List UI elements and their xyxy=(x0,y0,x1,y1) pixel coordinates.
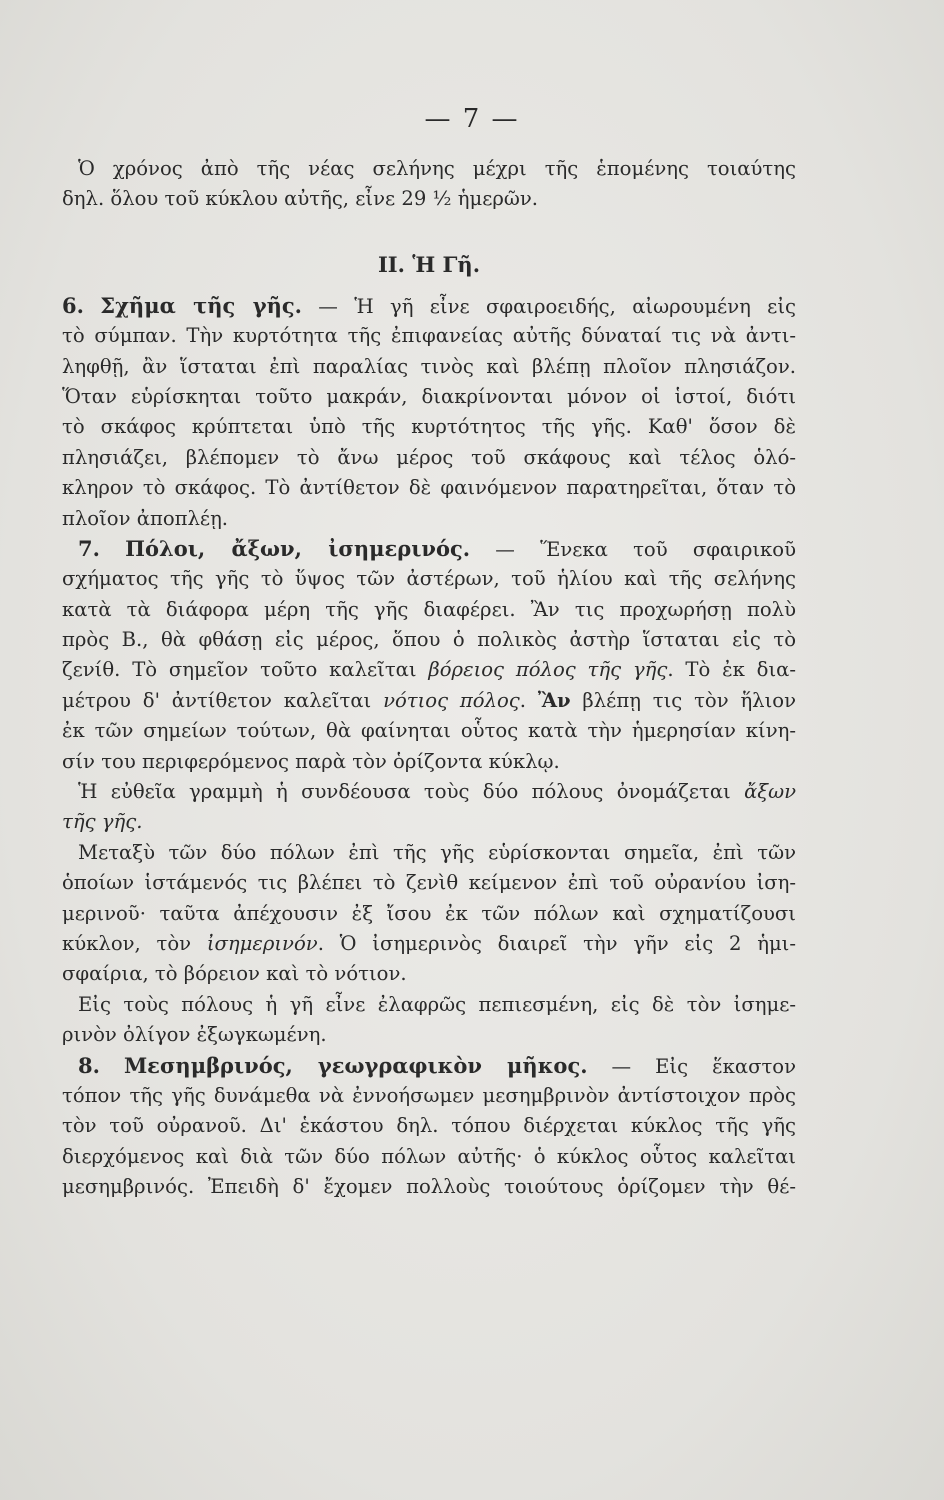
text-fragment: . Τὸ ἐκ δια- xyxy=(667,658,796,682)
text-fragment: Ἡ εὐθεῖα γραμμὴ ἡ συνδέουσα τοὺς δύο πόλους ὀνομάζεται xyxy=(78,780,745,804)
term-equator: ἰσημερινόν xyxy=(206,931,318,955)
section-title: Μεσημβρινός, γεωγραφικὸν μῆκος. xyxy=(123,1052,588,1078)
page-body xyxy=(62,154,796,1203)
text-fragment: ζενίθ. Τὸ σημεῖον τοῦτο καλεῖται xyxy=(62,658,429,682)
text-line: Ὁ χρόνος ἀπὸ τῆς νέας σελήνης μέχρι τῆς ἑπομένης τοιαύτης xyxy=(78,157,796,180)
term-north-pole: βόρειος πόλος τῆς γῆς xyxy=(428,658,668,682)
page-number: — 7 — xyxy=(424,104,520,134)
section-title: Σχῆμα τῆς γῆς. xyxy=(100,292,302,318)
text-line: Μεταξὺ τῶν δύο πόλων ἐπὶ τῆς γῆς εὑρίσκονται σημεῖα, ἐπὶ τῶν xyxy=(78,840,796,864)
text-line: πρὸς Β., θὰ φθάσῃ εἰς μέρος, ὅπου ὁ πολικὸς ἀστὴρ ἵσταται εἰς τὸ xyxy=(62,628,796,652)
section-6-first-line xyxy=(62,291,796,321)
text-line: ὁποίων ἱστάμενός τις βλέπει τὸ ζενὶθ κείμενον ἐπὶ τοῦ οὐρανίου ἰση- xyxy=(62,871,796,895)
term-south-pole: νότιος πόλος xyxy=(383,688,520,712)
text-fragment: — Ἕνεκα τοῦ σφαιρικοῦ xyxy=(495,537,796,561)
text-line: κατὰ τὰ διάφορα μέρη τῆς γῆς διαφέρει. Ἂν τις προχωρήσῃ πολὺ xyxy=(62,597,796,621)
text-line: πλησιάζει, βλέπομεν τὸ ἄνω μέρος τοῦ σκάφους καὶ τέλος ὁλό- xyxy=(62,445,796,469)
text-fragment: . xyxy=(519,688,538,712)
text-line: κληρον τὸ σκάφος. Τὸ ἀντίθετον δὲ φαινόμενον παρατηρεῖται, ὅταν τὸ xyxy=(62,476,796,500)
text-fragment: — Εἰς ἕκαστον xyxy=(611,1054,796,1078)
section-8-first-line xyxy=(62,1051,796,1081)
text-line: μεσημβρινός. Ἐπειδὴ δ' ἔχομεν πολλοὺς τοιούτους ὁρίζομεν τὴν θέ- xyxy=(62,1175,796,1199)
text-line: ρινὸν ὀλίγον ἐξωγκωμένη. xyxy=(62,1023,327,1047)
text-fragment: μέτρου δ' ἀντίθετον καλεῖται xyxy=(62,688,384,712)
text-line xyxy=(62,777,796,807)
text-line: σφαίρια, τὸ βόρειον καὶ τὸ νότιον. xyxy=(62,962,407,986)
text-line: Ὅταν εὑρίσκηται τοῦτο μακράν, διακρίνονται μόνον οἱ ἱστοί, διότι xyxy=(62,384,796,408)
section-7-first-line xyxy=(62,534,796,564)
text-fragment: — Ἡ γῆ εἶνε σφαιροειδής, αἰωρουμένη εἰς xyxy=(318,294,796,318)
text-line xyxy=(62,686,796,716)
chapter-heading: II. Ἡ Γῆ. xyxy=(377,251,481,277)
term-axis: ἄξων xyxy=(744,780,796,804)
text-line: μερινοῦ· ταῦτα ἀπέχουσιν ἐξ ἴσου ἐκ τῶν πόλων καὶ σχηματίζουσι xyxy=(62,901,796,925)
text-line: δηλ. ὅλου τοῦ κύκλου αὐτῆς, εἶνε 29 ½ ἡμερῶν. xyxy=(62,187,539,211)
text-line xyxy=(62,655,796,685)
section-title: Πόλοι, ἄξων, ἰσημερινός. xyxy=(125,535,471,561)
text-fragment: . Ὁ ἰσημερινὸς διαιρεῖ τὴν γῆν εἰς 2 ἡμι- xyxy=(317,931,796,955)
section-number: 6. xyxy=(62,292,84,318)
text-fragment: βλέπῃ τις τὸν ἥλιον xyxy=(570,688,796,712)
text-line: τὸ σκάφος κρύπτεται ὑπὸ τῆς κυρτότητος τῆς γῆς. Καθ' ὅσον δὲ xyxy=(62,415,796,439)
text-line: τόπον τῆς γῆς δυνάμεθα νὰ ἐννοήσωμεν μεσημβρινὸν ἀντίστοιχον πρὸς xyxy=(62,1083,796,1107)
text-fragment: Ἂν xyxy=(537,688,571,712)
text-line: σχήματος τῆς γῆς τὸ ὕψος τῶν ἀστέρων, τοῦ ἡλίου καὶ τῆς σελήνης xyxy=(62,567,796,591)
text-line: Εἰς τοὺς πόλους ἡ γῆ εἶνε ἐλαφρῶς πεπιεσμένη, εἰς δὲ τὸν ἰσημε- xyxy=(78,992,796,1016)
text-line: ληφθῇ, ἂν ἵσταται ἐπὶ παραλίας τινὸς καὶ βλέπῃ πλοῖον πλησιάζον. xyxy=(62,354,796,378)
text-line: πλοῖον ἀποπλέῃ. xyxy=(62,506,229,530)
text-line: σίν του περιφερόμενος παρὰ τὸν ὁρίζοντα κύκλῳ. xyxy=(62,749,560,773)
text-line: τῆς γῆς. xyxy=(62,810,143,834)
section-number: 8. xyxy=(78,1052,100,1078)
text-line: διερχόμενος καὶ διὰ τῶν δύο πόλων αὐτῆς· ὁ κύκλος οὗτος καλεῖται xyxy=(62,1144,796,1168)
text-line: τὸ σύμπαν. Τὴν κυρτότητα τῆς ἐπιφανείας αὐτῆς δύναταί τις νὰ ἀντι- xyxy=(62,324,796,348)
text-fragment: κύκλον, τὸν xyxy=(62,931,207,955)
section-number: 7. xyxy=(78,535,100,561)
text-line: ἐκ τῶν σημείων τούτων, θὰ φαίνηται οὗτος κατὰ τὴν ἡμερησίαν κίνη- xyxy=(62,719,796,743)
text-line xyxy=(62,929,796,959)
text-line: τὸν τοῦ οὐρανοῦ. Δι' ἑκάστου δηλ. τόπου διέρχεται κύκλος τῆς γῆς xyxy=(62,1114,796,1138)
